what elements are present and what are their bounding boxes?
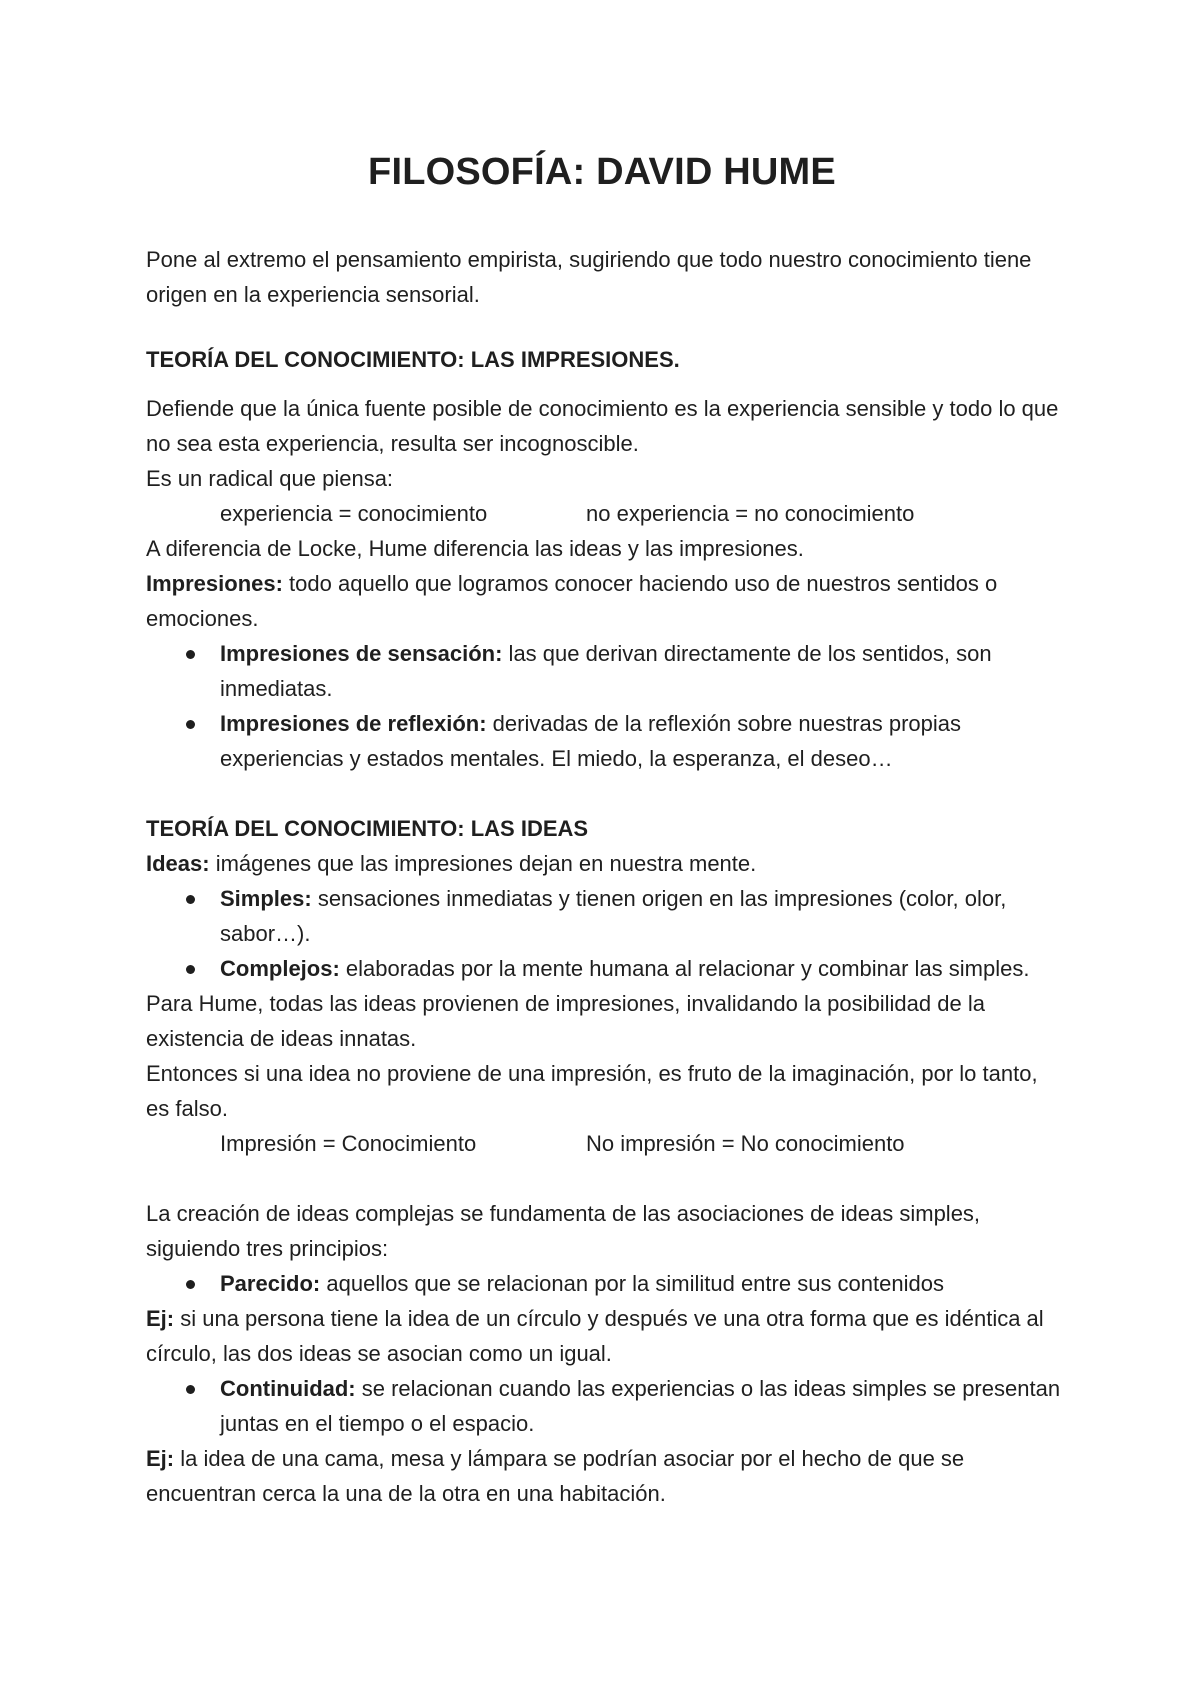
equation-left: Impresión = Conocimiento xyxy=(220,1131,477,1156)
bullet-list xyxy=(146,636,1066,776)
term-text: derivadas de la reflexión sobre nuestras propias experiencias y estados mentales. El miedo, la esperanza, el deseo… xyxy=(220,711,962,771)
example-label: Ej: xyxy=(146,1446,175,1471)
bullet-icon xyxy=(186,1385,195,1394)
equation-left: experiencia = conocimiento xyxy=(220,501,488,526)
term-text: las que derivan directamente de los sentidos, son inmediatas. xyxy=(220,641,992,701)
section-heading-ideas: TEORÍA DEL CONOCIMIENTO: LAS IDEAS xyxy=(146,816,589,841)
term-label: Parecido: xyxy=(220,1271,321,1296)
equation-right: No impresión = No conocimiento xyxy=(586,1131,905,1156)
list-item xyxy=(146,951,1066,986)
paragraph: La creación de ideas complejas se fundamenta de las asociaciones de ideas simples, siguiendo tres principios: xyxy=(146,1201,981,1261)
example-label: Ej: xyxy=(146,1306,175,1331)
section-body-ideas xyxy=(146,846,1066,1511)
bullet-list xyxy=(146,1266,1066,1301)
bullet-icon xyxy=(186,1280,195,1289)
list-item xyxy=(146,881,1066,951)
document-page xyxy=(146,150,1066,1511)
section-heading-impresiones: TEORÍA DEL CONOCIMIENTO: LAS IMPRESIONES. xyxy=(146,347,680,372)
bullet-list xyxy=(146,1371,1066,1441)
term-label: Continuidad: xyxy=(220,1376,356,1401)
definition-ideas xyxy=(146,846,1066,881)
paragraph: Entonces si una idea no proviene de una impresión, es fruto de la imaginación, por lo tanto, es falso. xyxy=(146,1061,1038,1121)
example-text: la idea de una cama, mesa y lámpara se podrían asociar por el hecho de que se encuentran cerca la una de la otra en una habitación. xyxy=(146,1446,965,1506)
term-label: Impresiones de reflexión: xyxy=(220,711,487,736)
list-item xyxy=(146,1371,1066,1441)
document-title: FILOSOFÍA: DAVID HUME xyxy=(368,151,836,193)
intro-paragraph: Pone al extremo el pensamiento empirista, sugiriendo que todo nuestro conocimiento tiene origen en la experiencia sensorial. xyxy=(146,247,1032,307)
bullet-icon xyxy=(186,650,195,659)
definition-impresiones xyxy=(146,566,1066,636)
term-text: elaboradas por la mente humana al relacionar y combinar las simples. xyxy=(339,956,1030,981)
list-item xyxy=(146,706,1066,776)
term-label: Simples: xyxy=(220,886,312,911)
section-body-impresiones xyxy=(146,391,1066,776)
paragraph: Es un radical que piensa: xyxy=(146,466,394,491)
term-label: Impresiones de sensación: xyxy=(220,641,503,666)
term-label: Ideas: xyxy=(146,851,210,876)
term-text: todo aquello que logramos conocer haciendo uso de nuestros sentidos o emociones. xyxy=(146,571,998,631)
list-item xyxy=(146,1266,1066,1301)
paragraph: Para Hume, todas las ideas provienen de impresiones, invalidando la posibilidad de la existencia de ideas innatas. xyxy=(146,991,985,1051)
paragraph: Defiende que la única fuente posible de conocimiento es la experiencia sensible y todo lo que no sea esta experiencia, resulta ser incognoscible. xyxy=(146,396,1059,456)
example-paragraph xyxy=(146,1301,1066,1371)
term-text: imágenes que las impresiones dejan en nuestra mente. xyxy=(209,851,757,876)
term-text: aquellos que se relacionan por la similitud entre sus contenidos xyxy=(320,1271,944,1296)
bullet-icon xyxy=(186,965,195,974)
bullet-list xyxy=(146,881,1066,986)
term-text: se relacionan cuando las experiencias o las ideas simples se presentan juntas en el tiempo o el espacio. xyxy=(220,1376,1061,1436)
example-text: si una persona tiene la idea de un círculo y después ve una otra forma que es idéntica al círculo, las dos ideas se asocian como un igual. xyxy=(146,1306,1044,1366)
term-text: sensaciones inmediatas y tienen origen en las impresiones (color, olor, sabor…). xyxy=(220,886,1007,946)
equation-right: no experiencia = no conocimiento xyxy=(586,501,915,526)
equation-line xyxy=(146,1126,1066,1161)
blank-line xyxy=(146,1161,1066,1196)
term-label: Impresiones: xyxy=(146,571,283,596)
paragraph: A diferencia de Locke, Hume diferencia las ideas y las impresiones. xyxy=(146,536,804,561)
term-label: Complejos: xyxy=(220,956,340,981)
list-item xyxy=(146,636,1066,706)
bullet-icon xyxy=(186,895,195,904)
equation-line xyxy=(146,496,1066,531)
bullet-icon xyxy=(186,720,195,729)
example-paragraph xyxy=(146,1441,1066,1511)
